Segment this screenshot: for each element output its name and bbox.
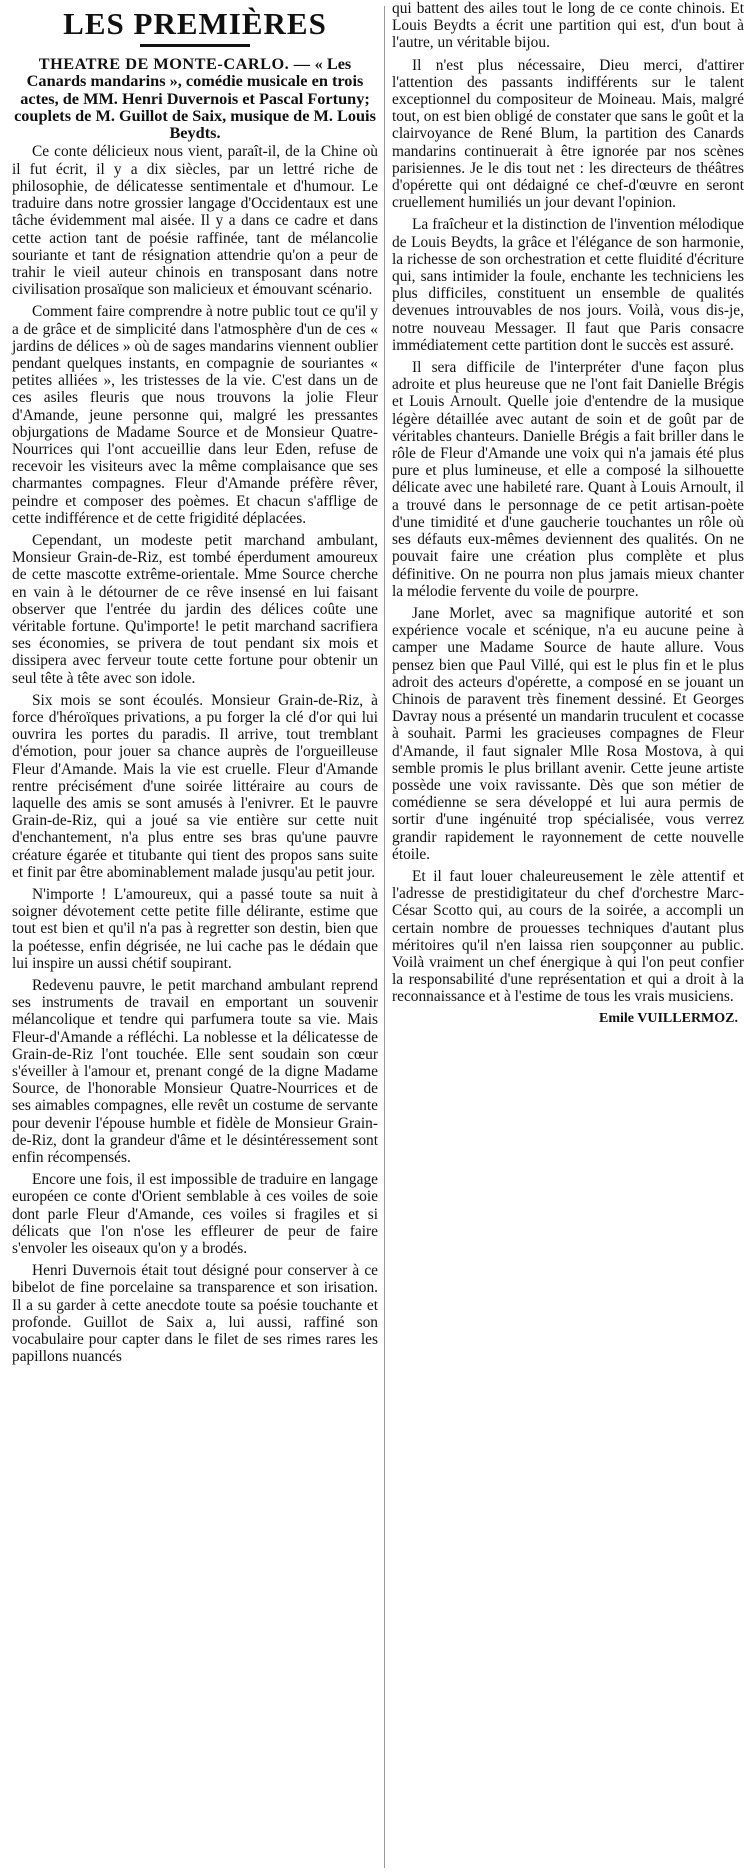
paragraph: Jane Morlet, avec sa magnifique autorité et son expérience vocale et scénique, n'a eu aucune peine à camper une Madame Source de haute allure. Vous pensez bien que Paul Villé, qui est le plus fin et le plus adroit des acteurs d'opérette, a composé en se jouant un Chinois de paravent très finement dessiné. Et Georges Davray nous a présenté un mandarin truculent et cocasse à souhait. Parmi les gracieuses compagnes de Fleur d'Amande, il faut signaler Mlle Rosa Mostova, à qui semble promis le plus brillant avenir. Cette jeune artiste possède une voix ravissante. Dès que son métier de comédienne se sera développé et lui aura permis de sortir d'une ingénuité trop spécialisée, vous verrez grandir rapidement le rayonnement de cette nouvelle étoile. [392, 604, 744, 863]
paragraph: Redevenu pauvre, le petit marchand ambulant reprend ses instruments de travail en emportant un souvenir mélancolique et tendre qui parfumera toute sa vie. Mais Fleur-d'Amande a réfléchi. La noblesse et la délicatesse de Grain-de-Riz l'ont touchée. Elle sent soudain son cœur s'éveiller à l'amour et, prenant congé de la digne Madame Source, de l'honorable Monsieur Quatre-Nourrices et de ses aimables compagnes, elle revêt un costume de servante pour devenir l'épouse humble et fidèle de Monsieur Grain-de-Riz, dont la grandeur d'âme et le désintéressement sont enfin récompensés. [12, 977, 378, 1167]
left-column [12, 0, 378, 1874]
paragraph: qui battent des ailes tout le long de ce conte chinois. Et Louis Beydts a écrit une partition qui est, d'un bout à l'autre, un véritable bijou. [392, 0, 744, 52]
author-signature: Emile VUILLERMOZ. [599, 1010, 738, 1026]
paragraph: Et il faut louer chaleureusement le zèle attentif et l'adresse de prestidigitateur du chef d'orchestre Marc-César Scotto qui, au cours de la soirée, a accompli un certain nombre de prouesses techniques d'autant plus méritoires qu'il n'en laissa rien soupçonner au public. Voilà vraiment un chef énergique à qui l'on peut confier la responsabilité d'une représentation et qui a droit à la reconnaissance et à l'estime de tous les vrais musiciens. [392, 867, 744, 1006]
paragraph: Ce conte délicieux nous vient, paraît-il, de la Chine où il fut écrit, il y a dix siècles, par un lettré riche de philosophie, de délicatesse sentimentale et d'humour. Le traduire dans notre grossier langage d'Occidentaux est une tâche évidemment mal aisée. Il y a dans ce cadre et dans cette action tant de poésie raffinée, tant de mélancolie souriante et tant de résignation attendrie qu'on a peur de trahir le vieil auteur chinois en transposant dans notre civilisation prosaïque son malicieux et émouvant scénario. [12, 143, 378, 299]
article-subtitle: « Les Canards mandarins », comédie musicale en trois actes, de MM. Henri Duvernois et Pascal Fortuny; couplets de M. Guillot de Saix, musique de M. Louis Beydts. [14, 54, 376, 143]
column-divider [384, 6, 385, 1868]
paragraph: Il n'est plus nécessaire, Dieu merci, d'attirer l'attention des passants indifférents sur le talent exceptionnel du compositeur de Moineau. Mais, malgré tout, on est bien obligé de constater que sans le goût et la clairvoyance de René Blum, la partition des Canards mandarins continuerait à être ignorée par nos scènes parisiennes. Je le dis tout net : les directeurs de théâtres d'opérette qui ont dédaigné ce chef-d'œuvre en seront cruellement humiliés un jour devant l'opinion. [392, 56, 744, 212]
right-column [392, 0, 744, 1874]
paragraph: Henri Duvernois était tout désigné pour conserver à ce bibelot de fine porcelaine sa transparence et son irisation. Il a su garder à cette anecdote toute sa poésie touchante et profonde. Guillot de Saix a, lui aussi, raffiné son vocabulaire pour capter dans le filet de ses rimes rares les papillons nuancés [12, 1262, 378, 1366]
paragraph: Encore une fois, il est impossible de traduire en langage européen ce conte d'Orient semblable à ces voiles de soie dont parle Fleur d'Amande, ces voiles si fragiles et si délicats que l'on n'ose les effleurer de peur de faire s'envoler les oiseaux qu'on y a brodés. [12, 1171, 378, 1258]
paragraph: Il sera difficile de l'interpréter d'une façon plus adroite et plus heureuse que ne l'ont fait Danielle Brégis et Louis Arnoult. Quelle joie d'entendre de la musique légère détaillée avec autant de soin et de goût par de véritables chanteurs. Danielle Brégis a fait briller dans le rôle de Fleur d'Amande une voix qui n'a jamais été plus pure et plus lumineuse, et elle a composé la silhouette délicate avec une habileté rare. Quant à Louis Arnoult, il a trouvé dans le personnage de ce petit artisan-poète d'une timidité et d'une gaucherie touchantes un rôle où ses défauts eux-mêmes deviennent des qualités. On ne pouvait faire une création plus complète et plus définitive. On ne pourra non plus jamais mieux chanter la mélodie fervente du voile de pourpre. [392, 359, 744, 600]
right-column-text [392, 0, 744, 1006]
left-column-text [12, 143, 378, 1365]
article-title: LES PREMIÈRES [63, 6, 327, 41]
article-header [12, 55, 378, 141]
paragraph: N'importe ! L'amoureux, qui a passé toute sa nuit à soigner dévotement cette petite fille délirante, estime que tout est bien et qu'il n'a pas à regretter son destin, bien que la poétesse, enfin dégrisée, ne lui cache pas le dédain que lui inspire un aussi chétif soupirant. [12, 886, 378, 972]
theatre-name: THEATRE DE MONTE-CARLO. — [38, 54, 311, 73]
paragraph: Six mois se sont écoulés. Monsieur Grain-de-Riz, à force d'héroïques privations, a pu forger la clé d'or qui lui ouvrira les portes du paradis. Il arrive, tout tremblant d'émotion, pour jouer sa chance auprès de l'orgueilleuse Fleur d'Amande. Mais la vie est cruelle. Fleur d'Amande rentre précisément d'une soirée littéraire au cours de laquelle des amis se sont amusés à l'enivrer. Et le pauvre Grain-de-Riz, qui a joué sa vie entière sur cette nuit d'enchantement, n'a plus entre ses bras qu'une pauvre créature égarée et titubante qui tient des propos sans suite et finit par être abominablement malade jusqu'au petit jour. [12, 691, 378, 881]
paragraph: Comment faire comprendre à notre public tout ce qu'il y a de grâce et de simplicité dans l'atmosphère d'un de ces « jardins de délices » où de sages mandarins viennent oublier pendant quelques instants, en compagnie de souriantes « petites alliées », les tristesses de la vie. C'est dans un de ces asiles fleuris que nous trouvons la jolie Fleur d'Amande, jeune personne qui, malgré les pressantes objurgations de Madame Source et de Monsieur Quatre-Nourrices qui l'ont accueillie dans leur Eden, refuse de recevoir les visiteurs avec la même complaisance que ses charmantes compagnes. Fleur d'Amande préfère rêver, peindre et composer des poèmes. Et chacun s'afflige de cette indifférence et de cette frigidité déplacées. [12, 303, 378, 527]
title-underline [140, 44, 250, 47]
paragraph: La fraîcheur et la distinction de l'invention mélodique de Louis Beydts, la grâce et l'élégance de son harmonie, la richesse de son orchestration et cette fluidité d'écriture qui, sans intimider la foule, enchante les techniciens les plus difficiles, constituent un ensemble de qualités devenues introuvables de nos jours. Voilà, vous dis-je, notre nouveau Messager. Il faut que Paris consacre immédiatement cette partition dont le succès est assuré. [392, 216, 744, 354]
paragraph: Cependant, un modeste petit marchand ambulant, Monsieur Grain-de-Riz, est tombé éperdument amoureux de cette mascotte extrême-orientale. Mme Source cherche en vain à le détourner de ce rêve insensé en lui faisant observer que l'entrée du jardin des délices coûte une véritable fortune. Qu'importe! le petit marchand sacrifiera ses économies, se privera de tout pendant six mois et dissipera avec ferveur toute cette fortune pour obtenir un seul tête à tête avec son idole. [12, 531, 378, 687]
